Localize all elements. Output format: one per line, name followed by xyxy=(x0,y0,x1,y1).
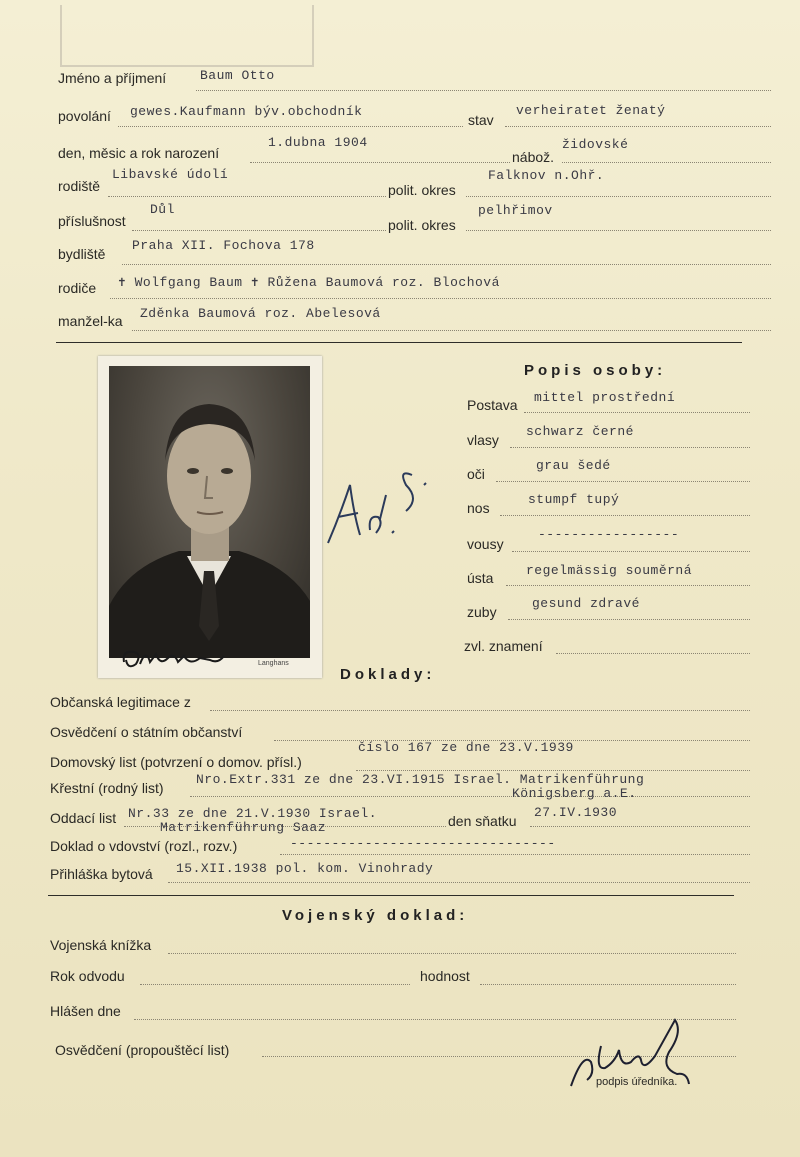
dotted-line xyxy=(168,953,736,954)
photo-caption: Langhans xyxy=(258,660,289,667)
mouth-label: ústa xyxy=(467,570,494,586)
dotted-line xyxy=(140,984,410,985)
hair-value: schwarz černé xyxy=(526,424,634,439)
dotted-line xyxy=(132,330,771,331)
residence-label: bydliště xyxy=(58,246,106,262)
description-heading: Popis osoby: xyxy=(524,362,667,379)
registration-label: Přihláška bytová xyxy=(50,866,153,882)
spouse-value: Zděnka Baumová roz. Abelesová xyxy=(140,306,381,321)
nose-label: nos xyxy=(467,500,490,516)
dotted-line xyxy=(110,298,771,299)
documents-heading: Doklady: xyxy=(340,666,436,683)
dotted-line xyxy=(512,551,750,552)
section-divider xyxy=(48,895,734,896)
dotted-line xyxy=(506,585,750,586)
dotted-line xyxy=(132,230,386,231)
dotted-line xyxy=(500,515,750,516)
marriage-certificate-label: Oddací list xyxy=(50,810,117,826)
portrait-image xyxy=(109,366,310,658)
military-book-label: Vojenská knížka xyxy=(50,937,152,953)
dotted-line xyxy=(530,826,750,827)
home-certificate-label: Domovský list (potvrzení o domov. přísl.) xyxy=(50,754,302,770)
dotted-line xyxy=(250,162,510,163)
mouth-value: regelmässig souměrná xyxy=(526,563,693,578)
initials-text xyxy=(1,1,2,2)
domicile-value: Důl xyxy=(150,202,175,217)
nose-value: stumpf tupý xyxy=(528,492,620,507)
dotted-line xyxy=(122,264,771,265)
dotted-line xyxy=(190,796,750,797)
citizen-id-label: Občanská legitimace z xyxy=(50,694,191,710)
marks-label: zvl. znamení xyxy=(464,638,543,654)
registration-value: 15.XII.1938 pol. kom. Vinohrady xyxy=(176,861,434,876)
wedding-date-label: den sňatku xyxy=(448,813,517,829)
dotted-line xyxy=(496,481,750,482)
handwritten-initials xyxy=(320,455,440,550)
religion-value: židovské xyxy=(562,137,629,152)
status-value: verheiratet ženatý xyxy=(516,103,666,118)
residence-value: Praha XII. Fochova 178 xyxy=(132,238,315,253)
name-label: Jméno a příjmení xyxy=(58,70,167,86)
dotted-line xyxy=(480,984,736,985)
official-signature-label: podpis úředníka. xyxy=(596,1076,678,1088)
widow-document-label: Doklad o vdovství (rozl., rozv.) xyxy=(50,838,238,854)
domicile-label: příslušnost xyxy=(58,213,126,229)
teeth-label: zuby xyxy=(467,604,497,620)
dotted-line xyxy=(466,230,771,231)
birthplace-value: Libavské údolí xyxy=(112,167,229,182)
citizenship-label: Osvědčení o státním občanství xyxy=(50,724,243,740)
build-label: Postava xyxy=(467,397,518,413)
baptism-label: Křestní (rodný list) xyxy=(50,780,164,796)
portrait-photo xyxy=(98,356,322,678)
section-divider xyxy=(56,342,742,343)
reported-date-label: Hlášen dne xyxy=(50,1003,121,1019)
status-label: stav xyxy=(468,112,494,128)
marriage-value-1: Nr.33 ze dne 21.V.1930 Israel. xyxy=(128,806,378,821)
teeth-value: gesund zdravé xyxy=(532,596,640,611)
birthplace-label: rodiště xyxy=(58,178,101,194)
dotted-line xyxy=(168,882,750,883)
spouse-label: manžel-ka xyxy=(58,313,123,329)
birth-date-value: 1.dubna 1904 xyxy=(268,135,368,150)
dotted-line xyxy=(280,854,750,855)
district-value: Falknov n.Ohř. xyxy=(488,168,605,183)
occupation-value: gewes.Kaufmann býv.obchodník xyxy=(130,104,363,119)
dotted-line xyxy=(505,126,771,127)
conscription-year-label: Rok odvodu xyxy=(50,968,125,984)
district-label: polit. okres xyxy=(388,182,456,198)
faded-stamp xyxy=(60,5,314,67)
name-value: Baum Otto xyxy=(200,68,275,83)
dotted-line xyxy=(562,162,771,163)
district-value: pelhřimov xyxy=(478,203,553,218)
eyes-value: grau šedé xyxy=(536,458,611,473)
military-heading: Vojenský doklad: xyxy=(282,907,469,924)
marriage-value-2: Matrikenführung Saaz xyxy=(160,820,327,835)
dotted-line xyxy=(118,126,463,127)
dotted-line xyxy=(524,412,750,413)
birth-date-label: den, měsic a rok narození xyxy=(58,145,220,161)
eyes-label: oči xyxy=(467,466,485,482)
parents-label: rodiče xyxy=(58,280,97,296)
dotted-line xyxy=(196,90,771,91)
occupation-label: povolání xyxy=(58,108,111,124)
build-value: mittel prostřední xyxy=(534,390,676,405)
religion-label: nábož. xyxy=(512,149,555,165)
widow-document-value: -------------------------------- xyxy=(290,836,556,851)
dotted-line xyxy=(556,653,750,654)
beard-value: ----------------- xyxy=(538,527,680,542)
baptism-value-2: Königsberg a.E. xyxy=(512,786,637,801)
baptism-value-1: Nro.Extr.331 ze dne 23.VI.1915 Israel. Matrikenführung xyxy=(196,772,645,787)
parents-value: ✝ Wolfgang Baum ✝ Růžena Baumová roz. Blochová xyxy=(118,275,500,290)
dotted-line xyxy=(356,770,750,771)
dotted-line xyxy=(210,710,750,711)
wedding-date-value: 27.IV.1930 xyxy=(534,805,618,820)
beard-label: vousy xyxy=(467,536,504,552)
dotted-line xyxy=(466,196,771,197)
district-label: polit. okres xyxy=(388,217,456,233)
dotted-line xyxy=(508,619,750,620)
portrait-figure xyxy=(109,366,310,658)
discharge-certificate-label: Osvědčení (propouštěcí list) xyxy=(55,1042,230,1058)
dotted-line xyxy=(510,447,750,448)
photo-signature xyxy=(120,644,230,672)
rank-label: hodnost xyxy=(420,968,470,984)
home-certificate-value: číslo 167 ze dne 23.V.1939 xyxy=(358,740,574,755)
dotted-line xyxy=(108,196,386,197)
hair-label: vlasy xyxy=(467,432,499,448)
